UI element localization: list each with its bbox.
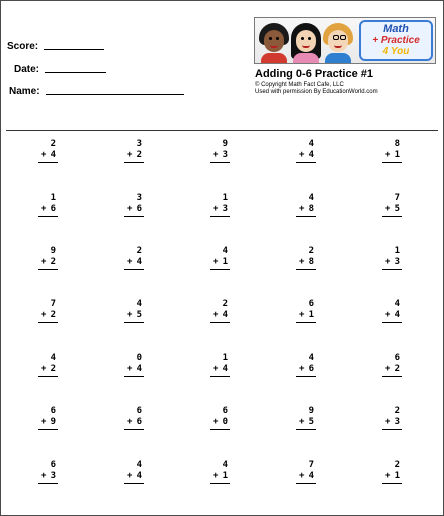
answer-line bbox=[124, 269, 144, 270]
answer-line bbox=[296, 216, 316, 217]
addition-problem bbox=[382, 353, 404, 387]
addend-top: 3 bbox=[136, 139, 142, 149]
addend-bottom: 4 bbox=[222, 310, 228, 320]
plus-sign: + bbox=[213, 471, 219, 481]
permission-text: Used with permission By EducationWorld.com bbox=[255, 89, 378, 95]
addend-bottom: 1 bbox=[394, 471, 400, 481]
answer-line bbox=[210, 216, 230, 217]
answer-line bbox=[38, 322, 58, 323]
addend-bottom: 6 bbox=[308, 364, 314, 374]
plus-sign: + bbox=[127, 417, 133, 427]
addend-bottom: 4 bbox=[222, 364, 228, 374]
addition-problem bbox=[296, 353, 318, 387]
addition-problem bbox=[210, 246, 232, 280]
plus-sign: + bbox=[385, 310, 391, 320]
addend-top: 4 bbox=[308, 353, 314, 363]
addend-top: 1 bbox=[394, 246, 400, 256]
plus-sign: + bbox=[385, 417, 391, 427]
addition-problem bbox=[382, 460, 404, 494]
addend-bottom: 2 bbox=[394, 364, 400, 374]
addend-bottom: 3 bbox=[394, 417, 400, 427]
answer-line bbox=[296, 162, 316, 163]
logo-line-4you: 4 You bbox=[382, 46, 410, 57]
plus-sign: + bbox=[299, 257, 305, 267]
plus-sign: + bbox=[41, 417, 47, 427]
score-label: Score: bbox=[7, 41, 39, 52]
addend-top: 6 bbox=[308, 299, 314, 309]
addition-problem bbox=[38, 460, 60, 494]
addition-problem bbox=[38, 193, 60, 227]
answer-line bbox=[382, 216, 402, 217]
addend-bottom: 2 bbox=[50, 257, 56, 267]
addend-top: 9 bbox=[308, 406, 314, 416]
plus-sign: + bbox=[385, 204, 391, 214]
addition-problem bbox=[382, 246, 404, 280]
addend-top: 2 bbox=[50, 139, 56, 149]
addend-top: 6 bbox=[136, 406, 142, 416]
answer-line bbox=[296, 269, 316, 270]
answer-line bbox=[296, 322, 316, 323]
addend-top: 6 bbox=[394, 353, 400, 363]
addend-top: 4 bbox=[222, 460, 228, 470]
plus-sign: + bbox=[127, 150, 133, 160]
plus-sign: + bbox=[385, 257, 391, 267]
addition-problem bbox=[382, 406, 404, 440]
answer-line bbox=[124, 429, 144, 430]
answer-line bbox=[382, 376, 402, 377]
plus-sign: + bbox=[385, 471, 391, 481]
addend-top: 4 bbox=[222, 246, 228, 256]
plus-sign: + bbox=[299, 150, 305, 160]
addend-bottom: 4 bbox=[308, 471, 314, 481]
addend-bottom: 5 bbox=[308, 417, 314, 427]
addend-bottom: 1 bbox=[394, 150, 400, 160]
addend-bottom: 1 bbox=[222, 471, 228, 481]
answer-line bbox=[38, 376, 58, 377]
addition-problem bbox=[296, 246, 318, 280]
addition-problem bbox=[296, 299, 318, 333]
addition-problem bbox=[296, 460, 318, 494]
answer-line bbox=[210, 483, 230, 484]
answer-line bbox=[38, 483, 58, 484]
addition-problem bbox=[382, 193, 404, 227]
answer-line bbox=[210, 269, 230, 270]
addition-problem bbox=[124, 193, 146, 227]
addend-top: 2 bbox=[394, 406, 400, 416]
addend-bottom: 6 bbox=[136, 417, 142, 427]
answer-line bbox=[38, 162, 58, 163]
addend-bottom: 5 bbox=[394, 204, 400, 214]
answer-line bbox=[382, 322, 402, 323]
addition-problem bbox=[296, 139, 318, 173]
addend-bottom: 4 bbox=[136, 257, 142, 267]
addend-top: 4 bbox=[136, 460, 142, 470]
answer-line bbox=[210, 322, 230, 323]
plus-sign: + bbox=[213, 310, 219, 320]
addition-problem bbox=[124, 246, 146, 280]
plus-sign: + bbox=[299, 417, 305, 427]
answer-line bbox=[382, 162, 402, 163]
addition-problem bbox=[210, 193, 232, 227]
plus-sign: + bbox=[41, 204, 47, 214]
answer-line bbox=[382, 269, 402, 270]
addition-problem bbox=[210, 139, 232, 173]
name-label: Name: bbox=[9, 86, 40, 97]
problem-grid bbox=[1, 1, 444, 516]
date-label: Date: bbox=[14, 64, 40, 75]
plus-sign: + bbox=[41, 471, 47, 481]
plus-sign: + bbox=[41, 257, 47, 267]
addend-top: 4 bbox=[136, 299, 142, 309]
addend-bottom: 5 bbox=[136, 310, 142, 320]
addend-bottom: 4 bbox=[308, 150, 314, 160]
addend-top: 7 bbox=[308, 460, 314, 470]
addend-top: 2 bbox=[394, 460, 400, 470]
addend-bottom: 1 bbox=[308, 310, 314, 320]
addend-top: 0 bbox=[136, 353, 142, 363]
addition-problem bbox=[124, 353, 146, 387]
addend-top: 2 bbox=[136, 246, 142, 256]
plus-sign: + bbox=[127, 204, 133, 214]
addend-top: 1 bbox=[222, 193, 228, 203]
answer-line bbox=[296, 483, 316, 484]
addend-top: 4 bbox=[308, 193, 314, 203]
addend-bottom: 8 bbox=[308, 204, 314, 214]
plus-sign: + bbox=[299, 471, 305, 481]
addend-top: 2 bbox=[308, 246, 314, 256]
answer-line bbox=[38, 269, 58, 270]
plus-sign: + bbox=[41, 310, 47, 320]
addition-problem bbox=[124, 406, 146, 440]
addition-problem bbox=[124, 139, 146, 173]
plus-sign: + bbox=[213, 417, 219, 427]
answer-line bbox=[38, 216, 58, 217]
answer-line bbox=[296, 429, 316, 430]
plus-sign: + bbox=[213, 257, 219, 267]
plus-sign: + bbox=[127, 257, 133, 267]
addend-bottom: 6 bbox=[136, 204, 142, 214]
addend-top: 4 bbox=[394, 299, 400, 309]
plus-sign: + bbox=[41, 364, 47, 374]
addend-bottom: 2 bbox=[50, 364, 56, 374]
addend-top: 6 bbox=[50, 460, 56, 470]
answer-line bbox=[382, 483, 402, 484]
addend-bottom: 3 bbox=[222, 204, 228, 214]
addition-problem bbox=[124, 460, 146, 494]
plus-sign: + bbox=[127, 471, 133, 481]
addition-problem bbox=[210, 353, 232, 387]
addition-problem bbox=[124, 299, 146, 333]
addition-problem bbox=[210, 406, 232, 440]
addend-top: 7 bbox=[50, 299, 56, 309]
answer-line bbox=[210, 162, 230, 163]
addend-bottom: 4 bbox=[50, 150, 56, 160]
addition-problem bbox=[38, 139, 60, 173]
copyright-text: © Copyright Math Fact Cafe, LLC bbox=[255, 82, 344, 88]
plus-sign: + bbox=[127, 310, 133, 320]
answer-line bbox=[210, 376, 230, 377]
plus-sign: + bbox=[127, 364, 133, 374]
addend-top: 1 bbox=[50, 193, 56, 203]
addend-bottom: 8 bbox=[308, 257, 314, 267]
answer-line bbox=[38, 429, 58, 430]
logo-line-math: Math bbox=[383, 23, 409, 35]
addend-bottom: 3 bbox=[394, 257, 400, 267]
addend-top: 9 bbox=[50, 246, 56, 256]
plus-sign: + bbox=[213, 150, 219, 160]
addend-bottom: 3 bbox=[50, 471, 56, 481]
addend-top: 1 bbox=[222, 353, 228, 363]
answer-line bbox=[124, 216, 144, 217]
addend-top: 9 bbox=[222, 139, 228, 149]
plus-sign: + bbox=[41, 150, 47, 160]
addend-bottom: 3 bbox=[222, 150, 228, 160]
addition-problem bbox=[38, 406, 60, 440]
addend-top: 6 bbox=[50, 406, 56, 416]
addend-bottom: 2 bbox=[50, 310, 56, 320]
addition-problem bbox=[296, 193, 318, 227]
addend-top: 4 bbox=[308, 139, 314, 149]
plus-sign: + bbox=[385, 150, 391, 160]
addition-problem bbox=[38, 246, 60, 280]
plus-sign: + bbox=[299, 364, 305, 374]
addition-problem bbox=[210, 299, 232, 333]
plus-sign: + bbox=[299, 204, 305, 214]
addend-bottom: 4 bbox=[136, 364, 142, 374]
addition-problem bbox=[296, 406, 318, 440]
answer-line bbox=[124, 162, 144, 163]
addition-problem bbox=[210, 460, 232, 494]
addition-problem bbox=[38, 299, 60, 333]
answer-line bbox=[210, 429, 230, 430]
addend-bottom: 0 bbox=[222, 417, 228, 427]
plus-sign: + bbox=[385, 364, 391, 374]
addend-top: 8 bbox=[394, 139, 400, 149]
plus-sign: + bbox=[213, 364, 219, 374]
answer-line bbox=[124, 483, 144, 484]
plus-sign: + bbox=[213, 204, 219, 214]
answer-line bbox=[382, 429, 402, 430]
addend-bottom: 9 bbox=[50, 417, 56, 427]
answer-line bbox=[124, 376, 144, 377]
addend-bottom: 2 bbox=[136, 150, 142, 160]
plus-sign: + bbox=[299, 310, 305, 320]
addend-bottom: 6 bbox=[50, 204, 56, 214]
addition-problem bbox=[38, 353, 60, 387]
answer-line bbox=[296, 376, 316, 377]
addend-bottom: 1 bbox=[222, 257, 228, 267]
addition-problem bbox=[382, 139, 404, 173]
addend-top: 6 bbox=[222, 406, 228, 416]
addend-top: 3 bbox=[136, 193, 142, 203]
addend-bottom: 4 bbox=[136, 471, 142, 481]
addend-bottom: 4 bbox=[394, 310, 400, 320]
worksheet-title: Adding 0-6 Practice #1 bbox=[255, 68, 373, 80]
addend-top: 2 bbox=[222, 299, 228, 309]
addition-problem bbox=[382, 299, 404, 333]
answer-line bbox=[124, 322, 144, 323]
addend-top: 7 bbox=[394, 193, 400, 203]
addend-top: 4 bbox=[50, 353, 56, 363]
logo-line-practice: + Practice bbox=[372, 35, 420, 46]
